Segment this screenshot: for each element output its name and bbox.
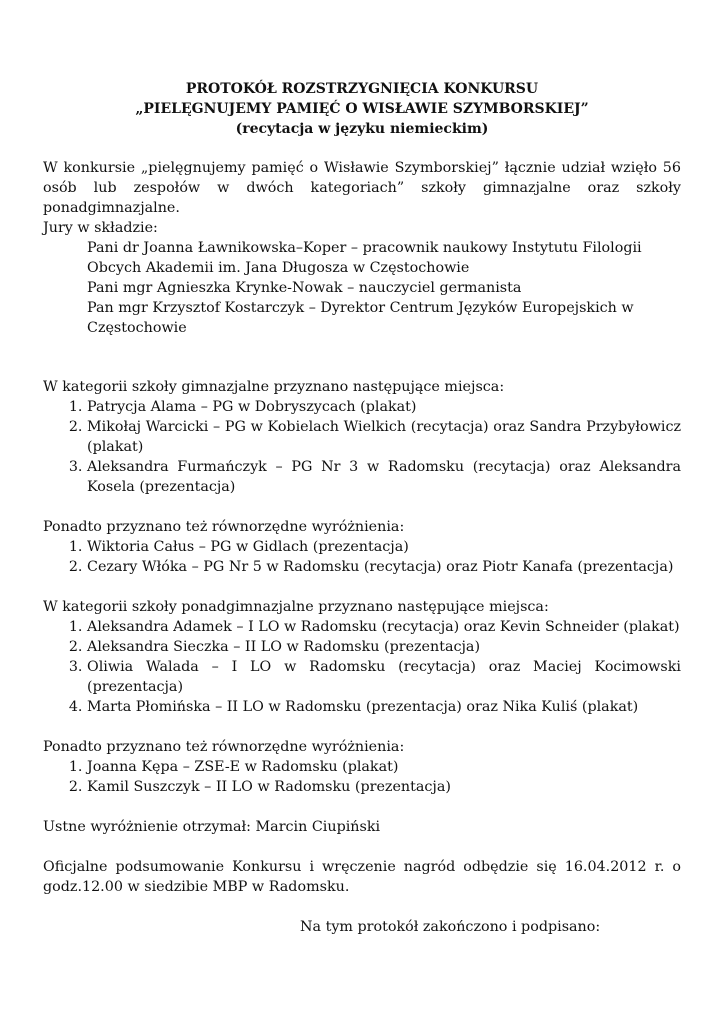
jury-label: Jury w składzie:	[43, 220, 158, 236]
gim-places-list	[43, 397, 681, 497]
list-item: 2. Mikołaj Warcicki – PG w Kobielach Wielkich (recytacja) oraz Sandra Przybyłowicz (plakat)	[87, 417, 681, 457]
final-paragraph: Oficjalne podsumowanie Konkursu i wręczenie nagród odbędzie się 16.04.2012 r. o godz.12.00 w siedzibie MBP w Radomsku.	[43, 859, 681, 895]
list-item: 1. Aleksandra Adamek – I LO w Radomsku (recytacja) oraz Kevin Schneider (plakat)	[87, 617, 681, 637]
closing-line: Na tym protokół zakończono i podpisano:	[300, 919, 601, 935]
list-item: 1. Wiktoria Całus – PG w Gidlach (prezentacja)	[87, 537, 681, 557]
oral-distinction: Ustne wyróżnienie otrzymał: Marcin Ciupiński	[43, 819, 381, 835]
document-title	[43, 79, 681, 139]
pon-places-heading: W kategorii szkoły ponadgimnazjalne przyznano następujące miejsca:	[43, 599, 549, 615]
jury-member: Pani dr Joanna Ławnikowska–Koper – pracownik naukowy Instytutu Filologii Obcych Akademii im. Jana Długosza w Częstochowie	[87, 240, 642, 276]
gim-distinctions-heading: Ponadto przyznano też równorzędne wyróżnienia:	[43, 519, 405, 535]
list-item: 2. Kamil Suszczyk – II LO w Radomsku (prezentacja)	[87, 777, 681, 797]
title-line-2: „PIELĘGNUJEMY PAMIĘĆ O WISŁAWIE SZYMBORSKIEJ”	[135, 101, 589, 117]
pon-distinctions-heading: Ponadto przyznano też równorzędne wyróżnienia:	[43, 739, 405, 755]
pon-distinctions-list	[43, 757, 681, 797]
jury-member: Pani mgr Agnieszka Krynke-Nowak – nauczyciel germanista	[87, 280, 522, 296]
list-item: 2. Aleksandra Sieczka – II LO w Radomsku (prezentacja)	[87, 637, 681, 657]
list-item: 3. Aleksandra Furmańczyk – PG Nr 3 w Radomsku (recytacja) oraz Aleksandra Kosela (prezentacja)	[87, 457, 681, 497]
list-item: 3. Oliwia Walada – I LO w Radomsku (recytacja) oraz Maciej Kocimowski (prezentacja)	[87, 657, 681, 697]
document-page	[43, 79, 681, 937]
title-line-3: (recytacja w języku niemieckim)	[235, 121, 489, 137]
gim-distinctions-list	[43, 537, 681, 577]
pon-places-list	[43, 617, 681, 717]
jury-list	[43, 238, 681, 338]
list-item: 2. Cezary Włóka – PG Nr 5 w Radomsku (recytacja) oraz Piotr Kanafa (prezentacja)	[87, 557, 681, 577]
list-item: 1. Joanna Kępa – ZSE-E w Radomsku (plakat)	[87, 757, 681, 777]
intro-paragraph: W konkursie „pielęgnujemy pamięć o Wisławie Szymborskiej” łącznie udział wzięło 56 osób lub zespołów w dwóch kategoriach” szkoły gimnazjalne oraz szkoły ponadgimnazjalne.	[43, 160, 681, 216]
title-line-1: PROTOKÓŁ ROZSTRZYGNIĘCIA KONKURSU	[185, 81, 539, 97]
gim-places-heading: W kategorii szkoły gimnazjalne przyznano następujące miejsca:	[43, 379, 505, 395]
list-item: 1. Patrycja Alama – PG w Dobryszycach (plakat)	[87, 397, 681, 417]
jury-member: Pan mgr Krzysztof Kostarczyk – Dyrektor Centrum Języków Europejskich w Częstochowie	[87, 300, 634, 336]
list-item: 4. Marta Płomińska – II LO w Radomsku (prezentacja) oraz Nika Kuliś (plakat)	[87, 697, 681, 717]
